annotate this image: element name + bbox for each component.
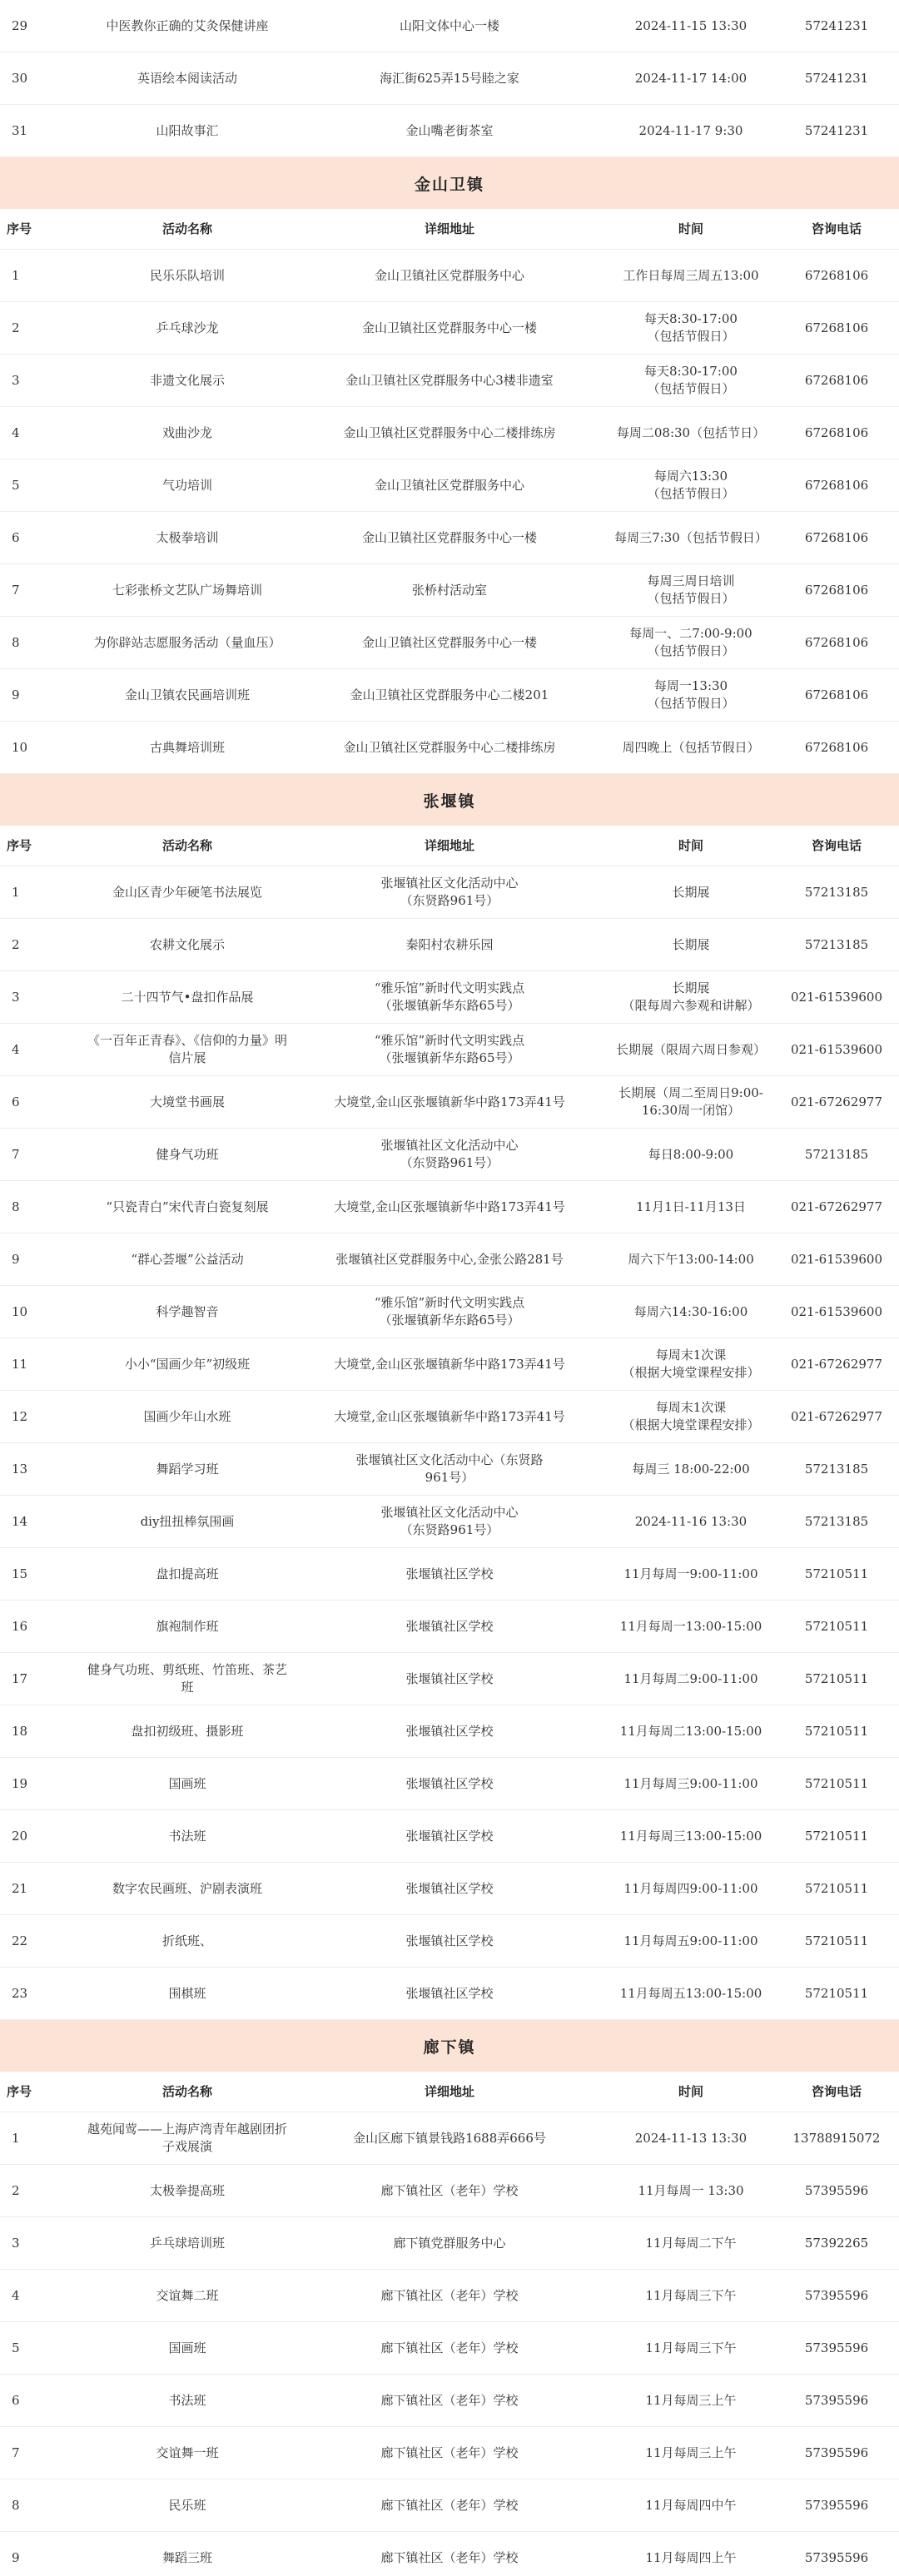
activity-address: 廊下镇党群服务中心 (393, 2235, 506, 2251)
header-address: 详细地址 (424, 837, 474, 853)
activity-name: 围棋班 (168, 1985, 206, 2001)
activity-time: 11月每周三13:00-15:00 (619, 1828, 762, 1844)
contact-phone: 57395596 (804, 2287, 869, 2303)
contact-phone: 57395596 (804, 2392, 869, 2408)
activity-time: 2024-11-13 13:30 (634, 2130, 748, 2146)
contact-phone: 57210511 (804, 1828, 869, 1844)
table-row (0, 669, 899, 722)
activity-address: 大境堂,金山区张堰镇新华中路173弄41号 (334, 1408, 565, 1424)
activity-address: 廊下镇社区（老年）学校 (380, 2497, 519, 2513)
activity-name: 二十四节气•盘扣作品展 (121, 989, 254, 1005)
activity-time: 2024-11-15 13:30 (634, 17, 748, 33)
activity-name: 越苑闻莺——上海庐湾青年越剧团折子戏展演 (87, 2122, 287, 2154)
activity-time: 11月每周三下午 (645, 2340, 737, 2355)
activity-name: 民乐乐队培训 (149, 267, 225, 283)
header-name: 活动名称 (161, 2083, 212, 2099)
contact-phone: 021-67262977 (790, 1094, 883, 1109)
activity-time: 11月每周三9:00-11:00 (623, 1775, 758, 1791)
activity-address: 金山卫镇社区党群服务中心二楼排练房 (343, 739, 556, 755)
activity-name: 乒乓球培训班 (149, 2235, 225, 2251)
contact-phone: 021-67262977 (790, 1199, 883, 1214)
contact-phone: 57213185 (804, 1513, 869, 1529)
activity-name: 盘扣提高班 (156, 1566, 219, 1581)
table-row (0, 866, 899, 919)
activity-address: 张堰镇社区文化活动中心 （东贤路961号） (380, 1505, 519, 1537)
table-row (0, 1758, 899, 1810)
table-row (0, 2375, 899, 2427)
activity-address: 金山卫镇社区党群服务中心 (374, 477, 524, 493)
contact-phone: 67268106 (804, 372, 869, 388)
table-row (0, 1548, 899, 1601)
row-number: 31 (12, 122, 28, 138)
row-number: 18 (12, 1723, 28, 1739)
activity-address: 大境堂,金山区张堰镇新华中路173弄41号 (334, 1356, 565, 1372)
table-row (0, 1863, 899, 1915)
activity-time: 11月每周三上午 (645, 2392, 737, 2408)
table-row (0, 0, 899, 52)
activity-name: 中医教你正确的艾灸保健讲座 (106, 17, 269, 33)
activity-name: 乒乓球沙龙 (156, 320, 219, 335)
activity-name: 气功培训 (161, 477, 212, 493)
activity-name: 古典舞培训班 (149, 739, 225, 755)
activity-time: 11月每周一 13:30 (638, 2182, 744, 2198)
activity-address: 张桥村活动室 (411, 582, 487, 598)
contact-phone: 57241231 (804, 70, 869, 86)
contact-phone: 57210511 (804, 1933, 869, 1948)
activity-time: 11月每周二下午 (645, 2235, 737, 2251)
activity-name: 金山卫镇农民画培训班 (124, 687, 250, 702)
header-address: 详细地址 (424, 221, 474, 236)
table-row (0, 1338, 899, 1391)
activity-name: 山阳故事汇 (156, 122, 219, 138)
activity-address: 张堰镇社区学校 (405, 1618, 494, 1634)
activity-address: 金山嘴老街茶室 (405, 122, 494, 138)
activity-name: 盘扣初级班、摄影班 (131, 1723, 244, 1739)
header-time: 时间 (678, 2083, 703, 2099)
contact-phone: 67268106 (804, 529, 869, 545)
activity-time: 11月每周三上午 (645, 2444, 737, 2460)
activity-address: 金山卫镇社区党群服务中心一楼 (361, 634, 537, 650)
activity-time: 每日8:00-9:00 (648, 1146, 734, 1162)
activity-name: 交谊舞一班 (156, 2444, 219, 2460)
activity-name: “群心荟堰”公益活动 (131, 1251, 244, 1267)
activity-time: 每周一13:30 （包括节假日） (647, 678, 735, 711)
row-number: 5 (12, 477, 20, 493)
header-time: 时间 (678, 837, 703, 853)
activity-address: 山阳文体中心一楼 (399, 17, 499, 33)
table-row (0, 2112, 899, 2165)
table-row (0, 617, 899, 669)
activity-time: 11月1日-11月13日 (636, 1199, 746, 1214)
activity-address: 张堰镇社区学校 (405, 1828, 494, 1844)
activity-time: 11月每周四中午 (645, 2497, 737, 2513)
section-title: 张堰镇 (0, 774, 899, 826)
activity-time: 每周六14:30-16:00 (633, 1303, 748, 1319)
contact-phone: 57210511 (804, 1880, 869, 1896)
activity-name: 舞蹈学习班 (156, 1461, 219, 1477)
table-header (0, 826, 899, 866)
activity-address: 金山卫镇社区党群服务中心 (374, 267, 524, 283)
table-header (0, 209, 899, 250)
activity-name: 数字农民画班、沪剧表演班 (112, 1880, 262, 1896)
table-row (0, 512, 899, 564)
contact-phone: 57210511 (804, 1618, 869, 1634)
contact-phone: 57213185 (804, 1146, 869, 1162)
activity-time: 11月每周五13:00-15:00 (619, 1985, 762, 2001)
activity-time: 每周三 18:00-22:00 (632, 1461, 750, 1477)
contact-phone: 67268106 (804, 582, 869, 598)
contact-phone: 021-61539600 (790, 1303, 883, 1319)
row-number: 1 (12, 2130, 20, 2146)
activity-time: 长期展 (672, 936, 710, 952)
contact-phone: 57241231 (804, 17, 869, 33)
activity-address: 廊下镇社区（老年）学校 (380, 2549, 519, 2565)
row-number: 13 (12, 1461, 28, 1477)
activity-address: 张堰镇社区文化活动中心 （东贤路961号） (380, 876, 519, 908)
activity-name: 科学趣智音 (156, 1303, 219, 1319)
table-row (0, 2270, 899, 2322)
table-row (0, 1810, 899, 1863)
activity-address: 廊下镇社区（老年）学校 (380, 2182, 519, 2198)
row-number: 4 (12, 2287, 20, 2303)
activity-time: 长期展 （限每周六参观和讲解） (622, 980, 760, 1013)
row-number: 3 (12, 2235, 20, 2251)
activity-time: 每周末1次课 （根据大境堂课程安排） (622, 1348, 760, 1380)
activity-name: 交谊舞二班 (156, 2287, 219, 2303)
activity-name: 国画班 (168, 1775, 206, 1791)
activity-name: 舞蹈三班 (161, 2549, 212, 2565)
activity-address: 张堰镇社区学校 (405, 1985, 494, 2001)
activity-address: 张堰镇社区文化活动中心 （东贤路961号） (380, 1138, 519, 1170)
contact-phone: 57210511 (804, 1775, 869, 1791)
activity-name: 书法班 (168, 1828, 206, 1844)
table-row (0, 2532, 899, 2576)
row-number: 15 (12, 1566, 28, 1581)
contact-phone: 67268106 (804, 739, 869, 755)
header-name: 活动名称 (161, 837, 212, 853)
table-row (0, 1653, 899, 1705)
row-number: 20 (12, 1828, 28, 1844)
contact-phone: 021-67262977 (790, 1356, 883, 1372)
table-row (0, 1915, 899, 1968)
town-section (0, 2020, 899, 2576)
activity-address: 廊下镇社区（老年）学校 (380, 2392, 519, 2408)
row-number: 29 (12, 17, 28, 33)
table-row (0, 2427, 899, 2479)
activity-address: 金山卫镇社区党群服务中心一楼 (361, 529, 537, 545)
activity-name: 健身气功班 (156, 1146, 219, 1162)
table-row (0, 459, 899, 512)
activity-time: 2024-11-16 13:30 (634, 1513, 748, 1529)
header-time: 时间 (678, 221, 703, 236)
header-number: 序号 (7, 837, 32, 853)
table-row (0, 52, 899, 105)
activity-name: 健身气功班、剪纸班、竹笛班、茶艺班 (87, 1662, 287, 1695)
activity-address: 金山卫镇社区党群服务中心一楼 (361, 320, 537, 335)
row-number: 17 (12, 1670, 28, 1686)
activity-time: 每天8:30-17:00 （包括节假日） (644, 364, 738, 396)
row-number: 2 (12, 320, 20, 335)
activity-address: 秦阳村农耕乐园 (405, 936, 494, 952)
activity-name: 小小“国画少年”初级班 (124, 1356, 251, 1372)
row-number: 2 (12, 2182, 20, 2198)
activity-name: 民乐班 (168, 2497, 206, 2513)
table-row (0, 1601, 899, 1653)
activity-time: 11月每周四9:00-11:00 (623, 1880, 758, 1896)
contact-phone: 67268106 (804, 424, 869, 440)
activity-time: 每天8:30-17:00 （包括节假日） (644, 311, 738, 344)
row-number: 3 (12, 372, 20, 388)
row-number: 7 (12, 582, 20, 598)
row-number: 8 (12, 2497, 20, 2513)
activity-address: 廊下镇社区（老年）学校 (380, 2340, 519, 2355)
contact-phone: 13788915072 (792, 2130, 881, 2146)
row-number: 9 (12, 2549, 20, 2565)
activity-name: 金山区青少年硬笔书法展览 (112, 884, 262, 900)
activity-address: 海汇街625弄15号睦之家 (380, 70, 519, 86)
row-number: 19 (12, 1775, 28, 1791)
table-row (0, 2217, 899, 2270)
table-row (0, 1391, 899, 1443)
table-row (0, 105, 899, 157)
contact-phone: 021-61539600 (790, 1251, 883, 1267)
activity-address: 金山卫镇社区党群服务中心二楼201 (350, 687, 549, 702)
activity-time: 11月每周一13:00-15:00 (619, 1618, 762, 1634)
activity-time: 每周一、二7:00-9:00 （包括节假日） (629, 626, 752, 658)
activity-address: 张堰镇社区学校 (405, 1775, 494, 1791)
table-row (0, 1233, 899, 1286)
activity-time: 每周三7:30（包括节假日） (614, 529, 767, 545)
table-row (0, 302, 899, 355)
contact-phone: 57210511 (804, 1723, 869, 1739)
header-address: 详细地址 (424, 2083, 474, 2099)
row-number: 5 (12, 2340, 20, 2355)
contact-phone: 57395596 (804, 2497, 869, 2513)
table-row (0, 2322, 899, 2375)
table-row (0, 1705, 899, 1758)
table-row (0, 355, 899, 407)
activity-name: 国画少年山水班 (143, 1408, 231, 1424)
row-number: 23 (12, 1985, 28, 2001)
activity-address: “雅乐馆”新时代文明实践点 （张堰镇新华东路65号） (374, 1033, 525, 1065)
table-row (0, 919, 899, 971)
row-number: 10 (12, 739, 28, 755)
activity-time: 周六下午13:00-14:00 (628, 1251, 754, 1267)
activity-time: 11月每周五9:00-11:00 (623, 1933, 758, 1948)
row-number: 7 (12, 1146, 20, 1162)
row-number: 12 (12, 1408, 28, 1424)
activity-address: 张堰镇社区学校 (405, 1880, 494, 1896)
section-title: 廊下镇 (0, 2020, 899, 2072)
activity-name: 大境堂书画展 (149, 1094, 225, 1109)
activity-time: 11月每周四上午 (645, 2549, 737, 2565)
activity-name: 英语绘本阅读活动 (137, 70, 237, 86)
activity-name: 七彩张桥文艺队广场舞培训 (112, 582, 262, 598)
activity-address: 金山区廊下镇景钱路1688弄666号 (353, 2130, 546, 2146)
table-row (0, 407, 899, 459)
table-row (0, 1443, 899, 1496)
activity-name: “只瓷青白”宋代青白瓷复刻展 (106, 1199, 269, 1214)
table-row (0, 722, 899, 774)
row-number: 2 (12, 936, 20, 952)
contact-phone: 67268106 (804, 267, 869, 283)
section-title: 金山卫镇 (0, 157, 899, 209)
contact-phone: 021-61539600 (790, 989, 883, 1005)
contact-phone: 021-67262977 (790, 1408, 883, 1424)
activity-address: 张堰镇社区学校 (405, 1670, 494, 1686)
activity-address: 金山卫镇社区党群服务中心二楼排练房 (343, 424, 556, 440)
activity-address: “雅乐馆”新时代文明实践点 （张堰镇新华东路65号） (374, 1295, 525, 1328)
contact-phone: 57210511 (804, 1566, 869, 1581)
activity-time: 每周末1次课 （根据大境堂课程安排） (622, 1400, 760, 1432)
contact-phone: 57395596 (804, 2444, 869, 2460)
table-row (0, 2479, 899, 2532)
activity-address: 金山卫镇社区党群服务中心3楼非遗室 (345, 372, 554, 388)
contact-phone: 57395596 (804, 2182, 869, 2198)
activity-name: 为你辟站志愿服务活动（量血压） (93, 634, 281, 650)
table-row (0, 564, 899, 617)
header-number: 序号 (7, 221, 32, 236)
activity-name: 非遗文化展示 (149, 372, 225, 388)
table-row (0, 2165, 899, 2217)
row-number: 30 (12, 70, 28, 86)
contact-phone: 57395596 (804, 2549, 869, 2565)
activity-time: 长期展 (672, 884, 710, 900)
row-number: 22 (12, 1933, 28, 1948)
header-number: 序号 (7, 2083, 32, 2099)
activity-time: 每周六13:30 （包括节假日） (647, 469, 735, 501)
table-row (0, 1024, 899, 1076)
row-number: 3 (12, 989, 20, 1005)
contact-phone: 57213185 (804, 884, 869, 900)
row-number: 4 (12, 1041, 20, 1057)
activity-time: 2024-11-17 9:30 (638, 122, 743, 138)
header-phone: 咨询电话 (811, 2083, 862, 2099)
activity-time: 长期展（周二至周日9:00- 16:30周一闭馆） (618, 1085, 763, 1118)
row-number: 6 (12, 2392, 20, 2408)
activity-time: 11月每周三下午 (645, 2287, 737, 2303)
contact-phone: 57395596 (804, 2340, 869, 2355)
activity-address: 大境堂,金山区张堰镇新华中路173弄41号 (334, 1094, 565, 1109)
table-row (0, 1076, 899, 1129)
activity-address: “雅乐馆”新时代文明实践点 （张堰镇新华东路65号） (374, 980, 525, 1013)
activity-name: 戏曲沙龙 (161, 424, 212, 440)
table-row (0, 250, 899, 302)
contact-phone: 67268106 (804, 477, 869, 493)
activity-name: 旗袍制作班 (156, 1618, 219, 1634)
row-number: 8 (12, 1199, 20, 1214)
activity-address: 张堰镇社区学校 (405, 1566, 494, 1581)
table-row (0, 1968, 899, 2020)
table-row (0, 1286, 899, 1338)
activity-name: 国画班 (168, 2340, 206, 2355)
table-row (0, 1129, 899, 1181)
row-number: 16 (12, 1618, 28, 1634)
activity-address: 张堰镇社区学校 (405, 1723, 494, 1739)
activity-address: 张堰镇社区党群服务中心,金张公路281号 (335, 1251, 564, 1267)
activity-time: 每周三周日培训 （包括节假日） (647, 573, 735, 606)
header-phone: 咨询电话 (811, 221, 862, 236)
contact-phone: 67268106 (804, 634, 869, 650)
row-number: 4 (12, 424, 20, 440)
row-number: 6 (12, 529, 20, 545)
activity-address: 廊下镇社区（老年）学校 (380, 2287, 519, 2303)
activity-address: 张堰镇社区文化活动中心（东贤路 961号） (355, 1452, 544, 1485)
contact-phone: 57213185 (804, 936, 869, 952)
activity-address: 张堰镇社区学校 (405, 1933, 494, 1948)
activity-time: 11月每周一9:00-11:00 (623, 1566, 758, 1581)
row-number: 21 (12, 1880, 28, 1896)
activity-name: 书法班 (168, 2392, 206, 2408)
contact-phone: 57210511 (804, 1670, 869, 1686)
activity-time: 2024-11-17 14:00 (634, 70, 748, 86)
activity-address: 大境堂,金山区张堰镇新华中路173弄41号 (334, 1199, 565, 1214)
row-number: 11 (12, 1356, 28, 1372)
activity-name: diy扭扭棒氛围画 (140, 1513, 235, 1529)
continued-rows (0, 0, 899, 157)
row-number: 9 (12, 687, 20, 702)
activity-time: 每周二08:30（包括节日） (616, 424, 766, 440)
contact-phone: 67268106 (804, 320, 869, 335)
header-name: 活动名称 (161, 221, 212, 236)
table-row (0, 1181, 899, 1233)
table-row (0, 971, 899, 1024)
town-sections (0, 157, 899, 2576)
contact-phone: 67268106 (804, 687, 869, 702)
town-section (0, 774, 899, 2020)
table-header (0, 2072, 899, 2112)
activity-name: 《一百年正青春》、《信仰的力量》明信片展 (87, 1033, 287, 1065)
activity-name: 太极拳培训 (156, 529, 219, 545)
table-row (0, 1496, 899, 1548)
activity-time: 长期展（限周六周日参观） (615, 1041, 766, 1057)
contact-phone: 57392265 (804, 2235, 869, 2251)
row-number: 6 (12, 1094, 20, 1109)
contact-phone: 021-61539600 (790, 1041, 883, 1057)
header-phone: 咨询电话 (811, 837, 862, 853)
activity-time: 周四晚上（包括节假日） (622, 739, 760, 755)
row-number: 14 (12, 1513, 28, 1529)
row-number: 10 (12, 1303, 28, 1319)
row-number: 1 (12, 884, 20, 900)
activity-name: 农耕文化展示 (149, 936, 225, 952)
contact-phone: 57241231 (804, 122, 869, 138)
activity-name: 太极拳提高班 (149, 2182, 225, 2198)
activity-time: 工作日每周三周五13:00 (623, 267, 759, 283)
activity-address: 廊下镇社区（老年）学校 (380, 2444, 519, 2460)
activity-time: 11月每周二13:00-15:00 (619, 1723, 762, 1739)
activity-time: 11月每周二9:00-11:00 (623, 1670, 758, 1686)
row-number: 8 (12, 634, 20, 650)
row-number: 1 (12, 267, 20, 283)
town-section (0, 157, 899, 774)
row-number: 7 (12, 2444, 20, 2460)
row-number: 9 (12, 1251, 20, 1267)
contact-phone: 57213185 (804, 1461, 869, 1477)
activity-name: 折纸班、 (161, 1933, 212, 1948)
contact-phone: 57210511 (804, 1985, 869, 2001)
